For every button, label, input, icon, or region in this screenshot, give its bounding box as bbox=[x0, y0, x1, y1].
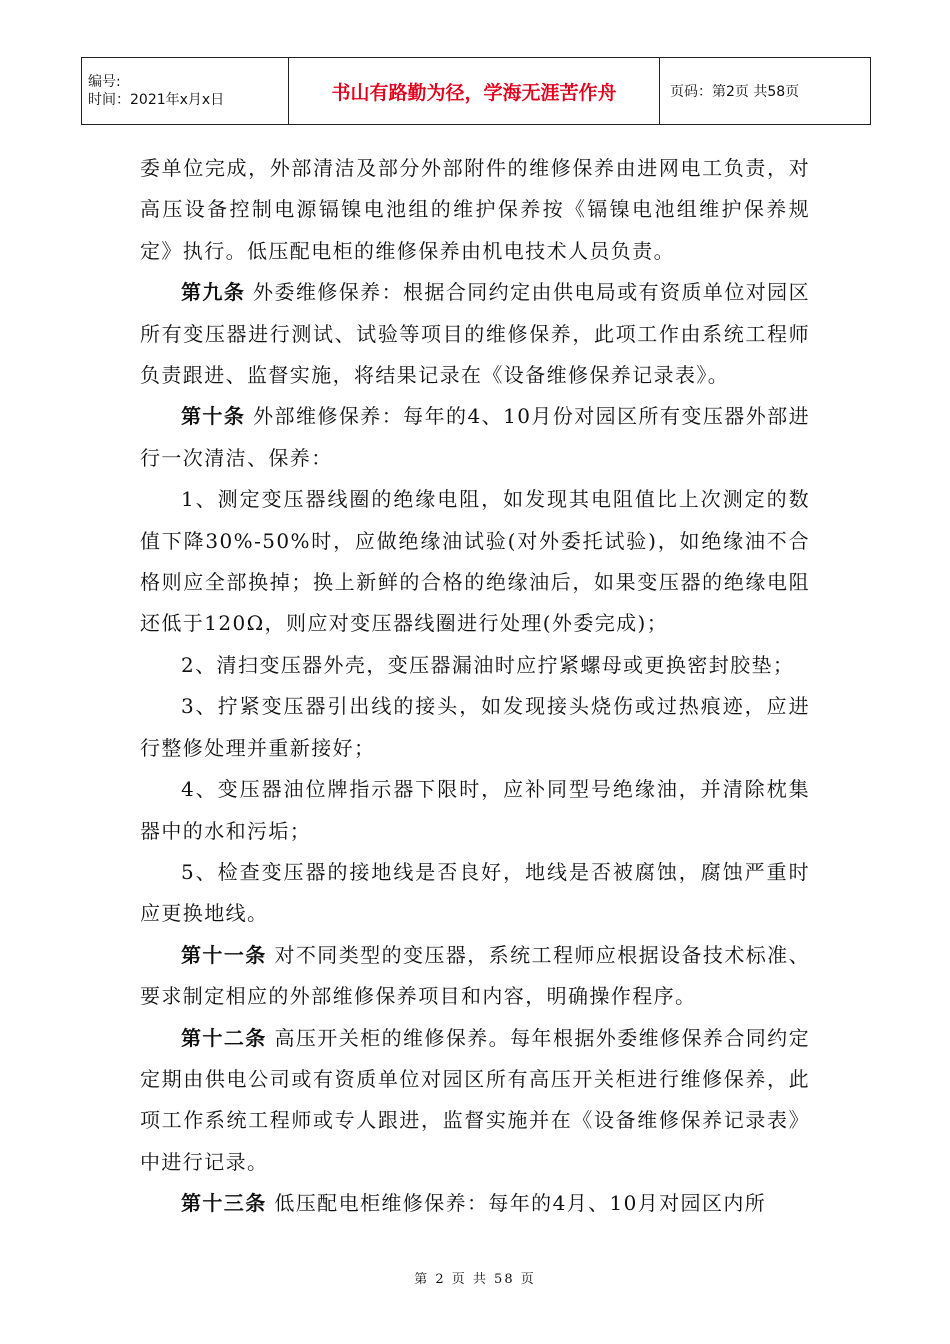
article-heading: 第十二条 bbox=[181, 1025, 267, 1050]
paragraph bbox=[140, 1183, 810, 1224]
header-meta bbox=[82, 58, 289, 125]
paragraph bbox=[140, 272, 810, 396]
paragraph-text: 对不同类型的变压器，系统工程师应根据设备技术标准、要求制定相应的外部维修保养项目和内容，明确操作程序。 bbox=[140, 942, 810, 1009]
paragraph-text: 3、拧紧变压器引出线的接头，如发现接头烧伤或过热痕迹，应进行整修处理并重新接好； bbox=[140, 694, 810, 760]
list-item bbox=[140, 852, 810, 935]
paragraph bbox=[140, 396, 810, 479]
document-header bbox=[81, 57, 871, 125]
paragraph-text: 外委维修保养：根据合同约定由供电局或有资质单位对园区所有变压器进行测试、试验等项目的维修保养，此项工作由系统工程师负责跟进、监督实施，将结果记录在《设备维修保养记录表》。 bbox=[140, 280, 810, 388]
paragraph-text: 高压开关柜的维修保养。每年根据外委维修保养合同约定定期由供电公司或有资质单位对园区所有高压开关柜进行维修保养，此项工作系统工程师或专人跟进，监督实施并在《设备维修保养记录表》中进行记录。 bbox=[140, 1025, 810, 1174]
header-page-label: 页码：第2页 共58页 bbox=[660, 58, 871, 125]
paragraph-text: 1、测定变压器线圈的绝缘电阻，如发现其电阻值比上次测定的数值下降30%-50%时，应做绝缘油试验(对外委托试验)，如绝缘油不合格则应全部换掉；换上新鲜的合格的绝缘油后，如果变压器的绝缘电阻还低于120Ω，则应对变压器线圈进行处理(外委完成)； bbox=[140, 487, 810, 636]
paragraph-text: 2、清扫变压器外壳，变压器漏油时应拧紧螺母或更换密封胶垫； bbox=[181, 652, 795, 677]
paragraph-text: 4、变压器油位牌指示器下限时，应补同型号绝缘油，并清除枕集器中的水和污垢； bbox=[140, 777, 810, 843]
list-item bbox=[140, 769, 810, 852]
document-number-label: 编号: bbox=[88, 74, 121, 90]
article-heading: 第十条 bbox=[181, 404, 246, 429]
paragraph-text: 外部维修保养：每年的4、10月份对园区所有变压器外部进行一次清洁、保养： bbox=[140, 404, 810, 470]
page-footer: 第 2 页 共 58 页 bbox=[414, 1272, 536, 1287]
paragraph-text: 委单位完成，外部清洁及部分外部附件的维修保养由进网电工负责，对高压设备控制电源镉镍电池组的维护保养按《镉镍电池组维护保养规定》执行。低压配电柜的维修保养由机电技术人员负责。 bbox=[140, 156, 810, 263]
article-heading: 第九条 bbox=[181, 280, 246, 305]
paragraph bbox=[140, 1018, 810, 1184]
paragraph-text: 低压配电柜维修保养：每年的4月、10月对园区内所 bbox=[266, 1191, 767, 1216]
paragraph bbox=[140, 148, 810, 272]
list-item bbox=[140, 686, 810, 769]
document-time-label: 时间：2021年x月x日 bbox=[88, 92, 225, 108]
article-heading: 第十三条 bbox=[181, 1191, 267, 1216]
paragraph-text: 5、检查变压器的接地线是否良好，地线是否被腐蚀，腐蚀严重时应更换地线。 bbox=[140, 859, 810, 926]
document-body bbox=[140, 148, 810, 1225]
article-heading: 第十一条 bbox=[181, 942, 267, 967]
paragraph bbox=[140, 935, 810, 1018]
list-item bbox=[140, 645, 810, 686]
header-motto: 书山有路勤为径，学海无涯苦作舟 bbox=[289, 58, 660, 125]
list-item bbox=[140, 479, 810, 645]
